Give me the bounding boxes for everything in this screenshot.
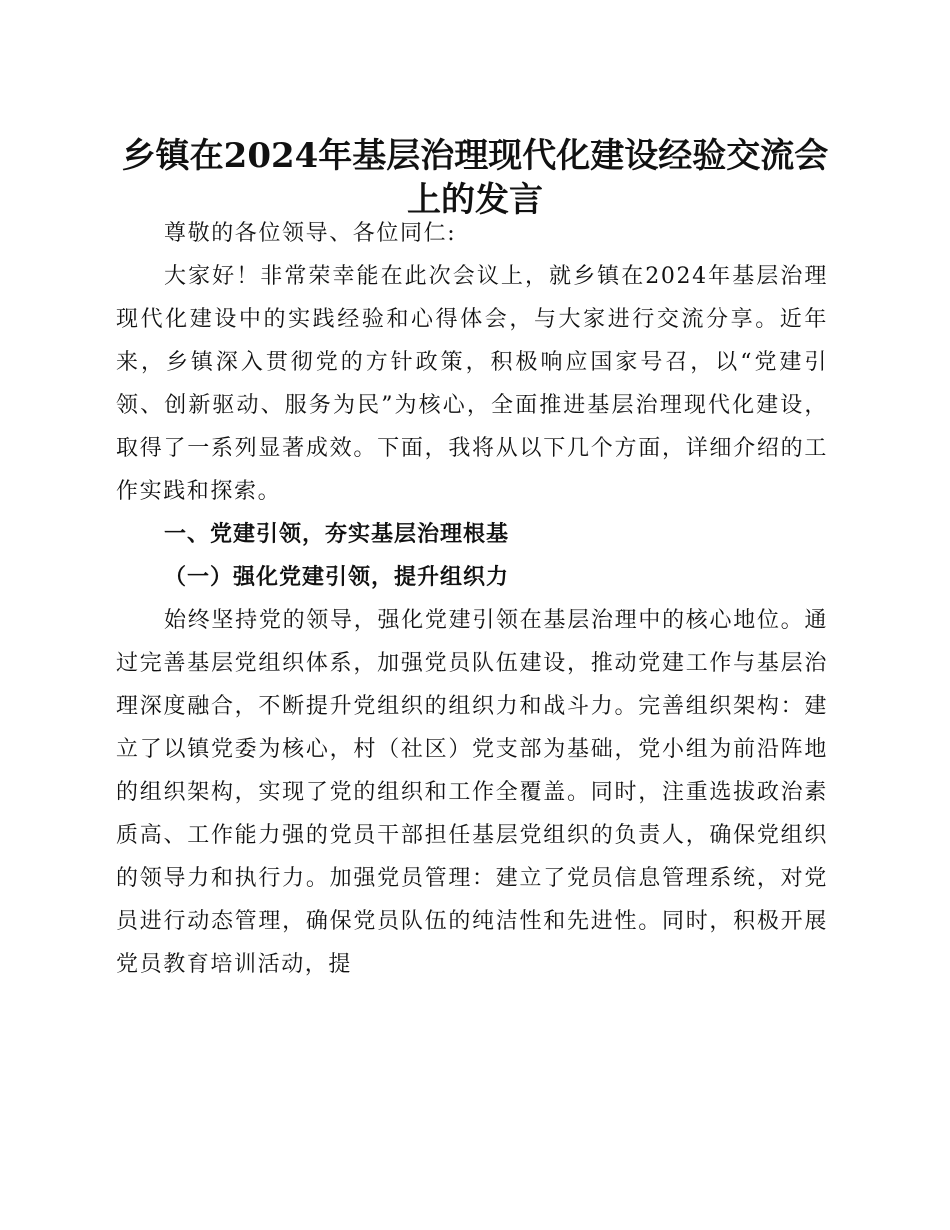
title-line-1: 乡镇在2024年基层治理现代化建设经验交流会 [121, 136, 829, 176]
subsection-1-heading: （一）强化党建引领，提升组织力 [164, 564, 510, 590]
document-body [116, 212, 828, 986]
title-line-2: 上的发言 [407, 180, 543, 220]
document-title [100, 134, 850, 222]
salutation: 尊敬的各位领导、各位同仁: [164, 221, 457, 246]
section-1-heading: 一、党建引领，夯实基层治理根基 [164, 522, 510, 547]
subsection-1-paragraph: 始终坚持党的领导，强化党建引领在基层治理中的核心地位。通过完善基层党组织体系，加强党员队伍建设，推动党建工作与基层治理深度融合，不断提升党组织的组织力和战斗力。完善组织架构：建立了以镇党委为核心，村（社区）党支部为基础，党小组为前沿阵地的组织架构，实现了党的组织和工作全覆盖。同时，注重选拔政治素质高、工作能力强的党员干部担任基层党组织的负责人，确保党组织的领导力和执行力。加强党员管理：建立了党员信息管理系统，对党员进行动态管理，确保党员队伍的纯洁性和先进性。同时，积极开展党员教育培训活动，提 [116, 608, 828, 977]
intro-paragraph: 大家好！非常荣幸能在此次会议上，就乡镇在2024年基层治理现代化建设中的实践经验和心得体会，与大家进行交流分享。近年来，乡镇深入贯彻党的方针政策，积极响应国家号召，以“党建引领、创新驱动、服务为民”为核心，全面推进基层治理现代化建设，取得了一系列显著成效。下面，我将从以下几个方面，详细介绍的工作实践和探索。 [116, 264, 828, 504]
